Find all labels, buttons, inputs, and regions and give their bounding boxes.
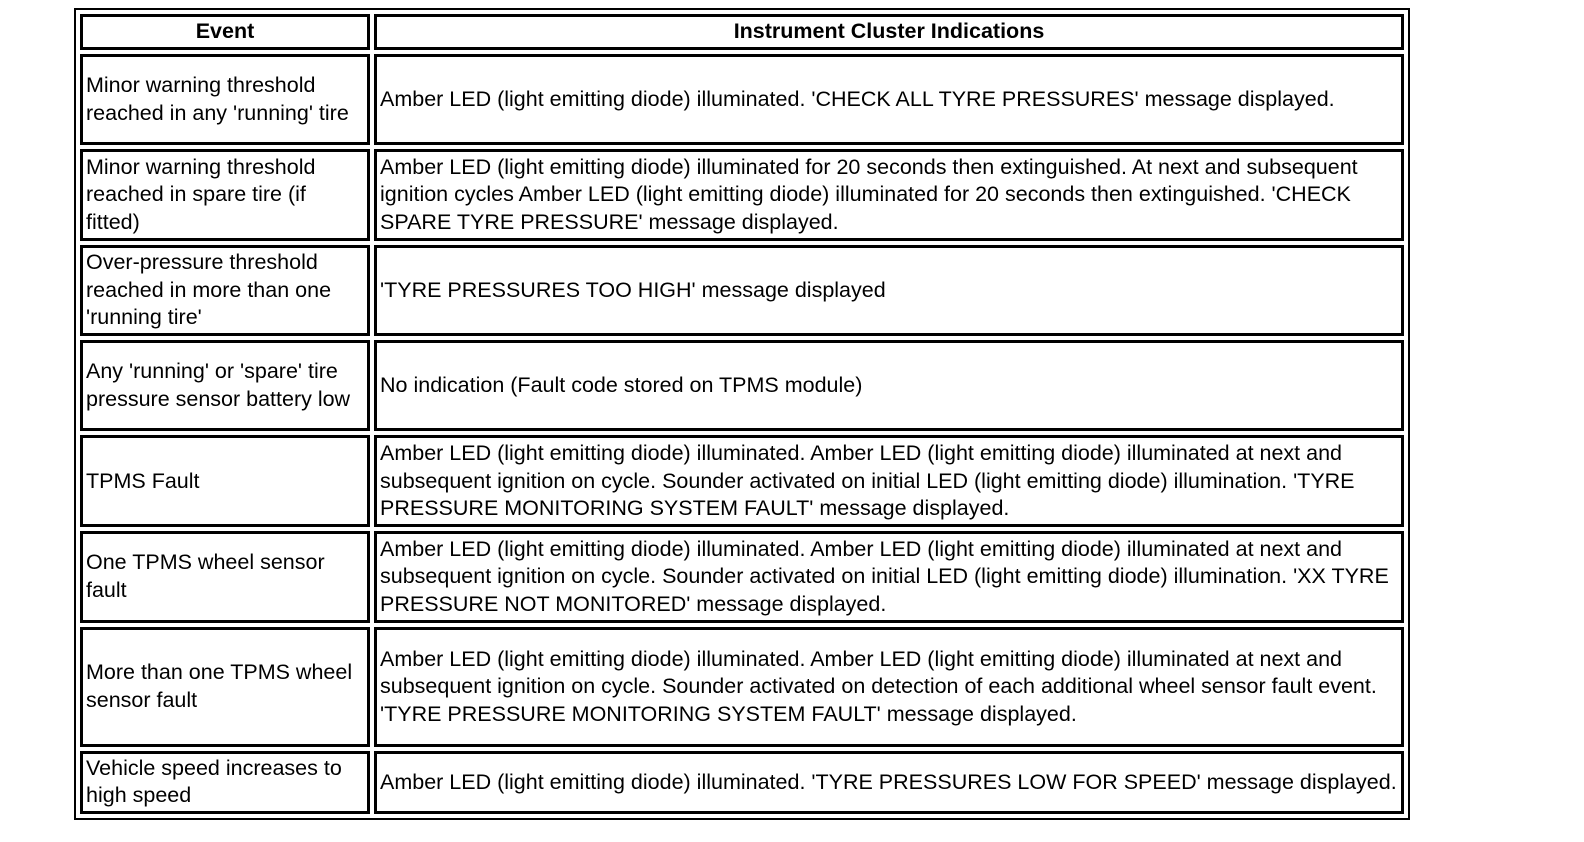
- event-cell: Any 'running' or 'spare' tire pressure sensor battery low: [80, 340, 370, 431]
- table-row: [80, 435, 1404, 527]
- table-row: [80, 149, 1404, 241]
- indication-cell: No indication (Fault code stored on TPMS module): [374, 340, 1404, 431]
- table-row: [80, 245, 1404, 337]
- indication-cell: Amber LED (light emitting diode) illuminated for 20 seconds then extinguished. At next and subsequent ignition cycles Amber LED (light emitting diode) illuminated for 20 seconds then extinguished. 'CHECK SPARE TYRE PRESSURE' message displayed.: [374, 149, 1404, 241]
- indication-cell: Amber LED (light emitting diode) illuminated. Amber LED (light emitting diode) illuminated at next and subsequent ignition on cycle. Sounder activated on initial LED (light emitting diode) illumination. 'TYRE PRESSURE MONITORING SYSTEM FAULT' message displayed.: [374, 435, 1404, 527]
- event-cell: Over-pressure threshold reached in more than one 'running tire': [80, 245, 370, 337]
- event-cell: More than one TPMS wheel sensor fault: [80, 627, 370, 747]
- indications-table-frame: [74, 8, 1410, 820]
- event-cell: Vehicle speed increases to high speed: [80, 751, 370, 814]
- table-row: [80, 54, 1404, 145]
- event-cell: Minor warning threshold reached in spare tire (if fitted): [80, 149, 370, 241]
- table-row: [80, 751, 1404, 814]
- event-cell: TPMS Fault: [80, 435, 370, 527]
- indication-cell: Amber LED (light emitting diode) illuminated. 'CHECK ALL TYRE PRESSURES' message displayed.: [374, 54, 1404, 145]
- indication-cell: Amber LED (light emitting diode) illuminated. 'TYRE PRESSURES LOW FOR SPEED' message displayed.: [374, 751, 1404, 814]
- header-row: [80, 14, 1404, 50]
- event-cell: Minor warning threshold reached in any 'running' tire: [80, 54, 370, 145]
- table-row: [80, 531, 1404, 623]
- indication-cell: Amber LED (light emitting diode) illuminated. Amber LED (light emitting diode) illuminated at next and subsequent ignition on cycle. Sounder activated on initial LED (light emitting diode) illumination. 'XX TYRE PRESSURE NOT MONITORED' message displayed.: [374, 531, 1404, 623]
- indications-table: [76, 10, 1408, 818]
- indication-cell: Amber LED (light emitting diode) illuminated. Amber LED (light emitting diode) illuminated at next and subsequent ignition on cycle. Sounder activated on detection of each additional wheel sensor fault event. 'TYRE PRESSURE MONITORING SYSTEM FAULT' message displayed.: [374, 627, 1404, 747]
- table-row: [80, 340, 1404, 431]
- header-event: Event: [80, 14, 370, 50]
- header-indication: Instrument Cluster Indications: [374, 14, 1404, 50]
- event-cell: One TPMS wheel sensor fault: [80, 531, 370, 623]
- table-row: [80, 627, 1404, 747]
- indication-cell: 'TYRE PRESSURES TOO HIGH' message displayed: [374, 245, 1404, 337]
